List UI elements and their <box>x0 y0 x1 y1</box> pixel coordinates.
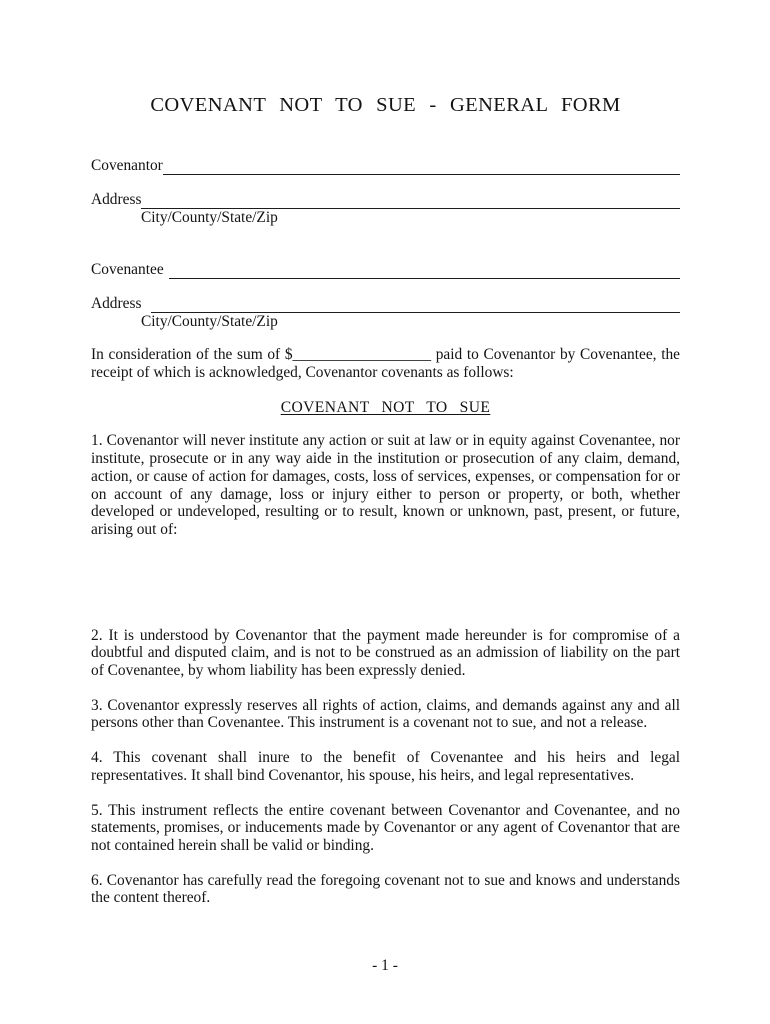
covenantor-address-label: Address <box>91 191 142 208</box>
covenantee-address-caption: City/County/State/Zip <box>141 313 278 330</box>
covenant-paragraph-3: 3. Covenantor expressly reserves all rights of action, claims, and demands against any and all persons other than Covenantee. This instrument is a covenant not to sue, and not a release. <box>91 696 680 732</box>
covenantee-label: Covenantee <box>91 261 164 278</box>
covenantee-address-label: Address <box>91 295 142 312</box>
covenantee-field-row <box>91 260 680 279</box>
document-content <box>91 0 680 907</box>
covenantor-address-field-row <box>91 190 680 209</box>
covenant-paragraph-2: 2. It is understood by Covenantor that the payment made hereunder is for compromise of a doubtful and disputed claim, and is not to be construed as an admission of liability on the part of Covenantee, by whom liability has been expressly denied. <box>91 626 680 680</box>
covenant-paragraph-4: 4. This covenant shall inure to the benefit of Covenantee and his heirs and legal representatives. It shall bind Covenantor, his spouse, his heirs, and legal representatives. <box>91 749 680 784</box>
section-heading: COVENANT NOT TO SUE <box>280 399 491 417</box>
covenantee-address-fill-line <box>151 295 680 313</box>
consideration-paragraph: In consideration of the sum of $__________________ paid to Covenantor by Covenantee, the receipt of which is acknowledged, Covenantor covenants as follows: <box>91 346 680 381</box>
covenantor-label: Covenantor <box>91 157 163 174</box>
covenantor-fill-line <box>163 157 680 175</box>
covenant-paragraph-5: 5. This instrument reflects the entire covenant between Covenantor and Covenantee, and no statements, promises, or inducements made by Covenantor or any agent of Covenantor that are not contained herein shall be valid or binding. <box>91 801 680 854</box>
covenant-paragraph-1: 1. Covenantor will never institute any action or suit at law or in equity against Covenantee, nor institute, prosecute or in any way aide in the institution or prosecution of any claim, demand, action, or cause of action for damages, costs, loss of services, expenses, or compensation for or on account of any damage, loss or injury either to person or property, or both, whether developed or undeveloped, resulting or to result, known or unknown, past, present, or future, arising out of: <box>91 432 680 538</box>
covenantee-fill-line <box>169 261 680 279</box>
covenant-paragraph-6: 6. Covenantor has carefully read the foregoing covenant not to sue and knows and understands the content thereof. <box>91 871 680 907</box>
page-number: - 1 - <box>372 957 398 974</box>
document-title: COVENANT NOT TO SUE - GENERAL FORM <box>150 94 621 116</box>
covenantor-address-caption: City/County/State/Zip <box>141 209 278 226</box>
covenantor-address-fill-line <box>141 191 680 209</box>
covenantor-field-row <box>91 156 680 175</box>
covenantee-address-field-row <box>91 294 680 313</box>
